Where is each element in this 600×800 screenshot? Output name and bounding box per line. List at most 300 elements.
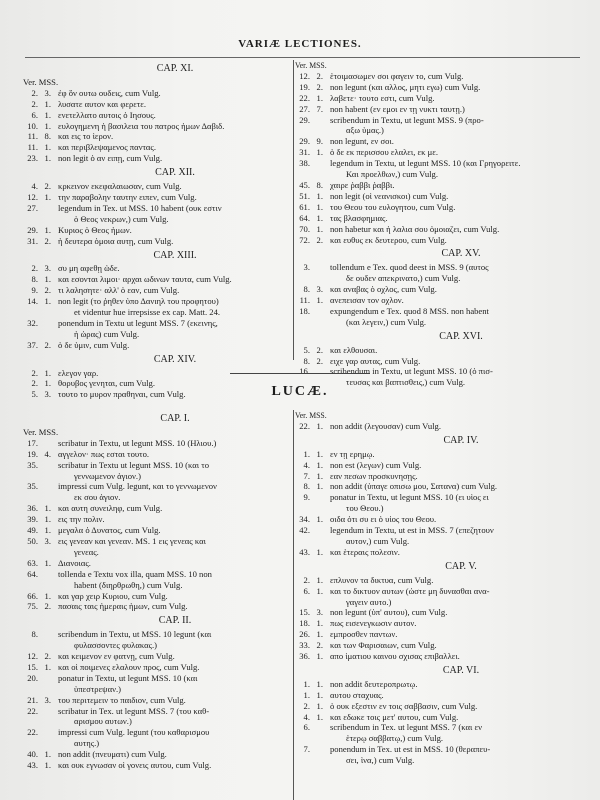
verse-number: 18. <box>299 618 310 629</box>
reading-entry <box>58 307 292 318</box>
reading-entry <box>31 263 292 274</box>
reading-text: scribendum in Tex. ut legunt MSS. 7 (και εν <box>330 722 482 733</box>
reading-text: non addit (πνευματι) cum Vulg. <box>58 749 167 760</box>
reading-text: και αυτη συνειληφ, cum Vulg. <box>58 503 163 514</box>
reading-entry <box>27 202 292 214</box>
verse-number: 40. <box>27 749 38 760</box>
verse-number: 15. <box>27 661 38 672</box>
reading-text: scribendum in Textu, ut MSS. 10 legunt (και <box>58 629 212 640</box>
reading-text: πως εισενεγκωσιν αυτον. <box>330 618 417 629</box>
reading-entry <box>31 87 292 99</box>
verse-number: 18. <box>299 305 310 316</box>
reading-text: και περιβλεψαμενος παντας. <box>58 142 156 153</box>
verse-number: 31. <box>299 147 310 158</box>
mss-count: 1. <box>44 296 51 307</box>
reading-entry <box>27 448 292 460</box>
mss-count: 1. <box>44 378 51 389</box>
verse-number: 36. <box>299 651 310 662</box>
reading-entry <box>58 492 292 503</box>
reading-entry <box>31 285 292 296</box>
reading-entry <box>299 546 592 558</box>
reading-text: ponendum in Textu ut legunt MSS. 7 (εκεινης, <box>58 317 218 328</box>
verse-number: 43. <box>299 546 310 557</box>
verse-number: 27. <box>27 202 38 213</box>
chapter-heading: CAP. XV. <box>441 248 481 260</box>
reading-text: αυτης.) <box>74 738 100 749</box>
reading-text: αυτον,) cum Vulg. <box>346 535 410 546</box>
verse-number: 12. <box>27 651 38 662</box>
mss-count: 3. <box>44 694 51 705</box>
reading-entry <box>27 296 292 307</box>
reading-entry <box>27 503 292 514</box>
lower-left-column <box>23 410 292 771</box>
verse-number: 49. <box>27 525 38 536</box>
reading-entry <box>58 738 292 749</box>
reading-text: non legit (το ῥηθεν ὑπο Δανιηλ του προφητου) <box>58 296 219 307</box>
reading-entry <box>303 481 592 492</box>
verse-number: 22. <box>299 92 310 103</box>
reading-text: non legit ὁ αν ειπῃ, cum Vulg. <box>58 153 163 164</box>
mss-count: 1. <box>316 700 323 711</box>
reading-text: εμπροσθεν παντων. <box>330 629 398 640</box>
reading-text: non habent (εν εμοι εν τῃ νυκτι ταυτῃ.) <box>330 103 465 114</box>
verse-number: 29. <box>299 136 310 147</box>
reading-entry <box>31 629 292 640</box>
verse-number: 6. <box>31 109 38 120</box>
reading-entry <box>27 339 292 351</box>
reading-text: εις την πολιν. <box>58 514 105 525</box>
reading-text: του Θεου.) <box>346 503 384 514</box>
reading-entry <box>299 629 592 640</box>
reading-text: scribendum in Textu, ut legunt MSS. 9 (προ- <box>330 114 484 125</box>
reading-entry <box>31 274 292 285</box>
mss-count: 1. <box>316 459 323 470</box>
verse-number: 12. <box>299 70 310 81</box>
reading-entry <box>330 733 592 744</box>
reading-entry <box>303 722 592 733</box>
verse-number: 1. <box>303 448 310 459</box>
chapter-heading: CAP. XIII. <box>153 249 197 261</box>
reading-text: αξω ὑμας.) <box>346 125 384 136</box>
reading-entry <box>27 525 292 536</box>
reading-text: legendum in Textu, ut legunt MSS. 10 (και Γρηγορειτε. <box>330 158 521 169</box>
reading-entry <box>299 201 592 213</box>
reading-entry <box>299 158 592 169</box>
verse-number: 36. <box>27 503 38 514</box>
reading-text: χαιρε ῥαββι ῥαββι. <box>330 179 395 190</box>
reading-text: non addit (ὑπαγε οπισω μου, Σατανα) cum Vulg. <box>330 481 498 492</box>
reading-text: και γαρ χειρ Κυριου, cum Vulg. <box>58 590 168 601</box>
verse-number: 50. <box>27 535 38 546</box>
mss-count: 2. <box>316 640 323 651</box>
chapter-heading: CAP. V. <box>445 560 477 572</box>
verse-number: 64. <box>299 212 310 223</box>
chapter-heading: CAP. I. <box>160 413 190 424</box>
mss-count: 1. <box>316 223 323 234</box>
reading-entry <box>299 81 592 93</box>
reading-entry <box>27 514 292 525</box>
reading-text: και ελθουσαι. <box>330 344 378 355</box>
verse-number: 15. <box>299 607 310 618</box>
verse-number: 7. <box>303 744 310 755</box>
mss-count: 1. <box>316 678 323 689</box>
verse-number: 4. <box>31 181 38 192</box>
reading-text: non legunt, εν σοι. <box>330 136 394 147</box>
reading-text: ὁ δε ὑμιν, cum Vulg. <box>58 339 130 350</box>
reading-text: τι λαλησητε· αλλ' ὁ εαν, cum Vulg. <box>58 285 180 296</box>
mss-count: 8. <box>44 131 51 142</box>
reading-entry <box>27 120 292 132</box>
reading-entry <box>27 131 292 142</box>
reading-text: τας βλασφημιας. <box>330 212 388 223</box>
verse-number: 43. <box>27 760 38 771</box>
verse-number: 51. <box>299 190 310 201</box>
reading-entry <box>27 191 292 203</box>
mss-count: 1. <box>316 651 323 662</box>
reading-entry <box>303 262 592 273</box>
column-heading: Ver. MSS. <box>295 60 327 70</box>
reading-text: scribatur in Textu ut legunt MSS. 10 (και το <box>58 459 210 470</box>
mss-count: 2. <box>316 234 323 245</box>
mss-count: 2. <box>44 651 51 662</box>
reading-entry <box>303 678 592 690</box>
verse-number: 8. <box>31 629 38 640</box>
verse-number: 7. <box>303 470 310 481</box>
reading-text: του Θεου του ευλογητου, cum Vulg. <box>330 201 456 212</box>
mss-count: 1. <box>44 120 51 131</box>
reading-entry <box>27 601 292 612</box>
reading-text: εκ σου ἁγιον. <box>74 492 121 503</box>
reading-text: γενεας. <box>74 546 99 557</box>
header-rule <box>25 57 580 58</box>
reading-text: ἐφ ὃν ουτω ουδεις, cum Vulg. <box>58 87 161 98</box>
reading-text: πασαις ταις ἡμεραις ἡμων, cum Vulg. <box>58 601 188 612</box>
verse-number: 6. <box>303 585 310 596</box>
reading-text: non addit δευτεροπρωτῳ. <box>330 678 418 689</box>
chapter-heading: CAP. VI. <box>442 664 480 676</box>
reading-entry <box>27 661 292 673</box>
reading-entry <box>330 125 592 136</box>
reading-text: legendum in Textu, ut est in MSS. 7 (επεζητουν <box>330 525 494 536</box>
reading-text: λυσατε αυτον και φερετε. <box>58 98 147 109</box>
reading-text: αυτου σταχυας. <box>330 689 384 700</box>
upper-left-column <box>23 60 292 400</box>
chapter-heading: CAP. XI. <box>156 63 194 74</box>
reading-text: ειχε γαρ αυτας, cum Vulg. <box>330 355 421 366</box>
mss-count: 3. <box>44 263 51 274</box>
chapter-heading: CAP. XII. <box>155 167 195 179</box>
mss-count: 1. <box>44 760 51 771</box>
verse-number: 20. <box>27 672 38 683</box>
reading-entry <box>31 98 292 110</box>
reading-entry <box>27 727 292 738</box>
verse-number: 16. <box>299 366 310 377</box>
reading-entry <box>58 214 292 225</box>
verse-number: 38. <box>299 158 310 169</box>
reading-entry <box>27 590 292 602</box>
reading-text: (και λεγειν,) cum Vulg. <box>346 316 427 327</box>
verse-number: 29. <box>299 114 310 125</box>
reading-entry <box>27 557 292 569</box>
reading-text: non est (λεγων) cum Vulg. <box>330 459 422 470</box>
reading-entry <box>58 471 292 482</box>
mss-count: 1. <box>316 470 323 481</box>
verse-number: 64. <box>27 568 38 579</box>
mss-count: 3. <box>44 535 51 546</box>
mss-count: 1. <box>316 689 323 700</box>
upper-right-column <box>295 60 592 388</box>
mss-count: 2. <box>44 285 51 296</box>
reading-text: tollenda e Textu vox illa, quam MSS. 10 non <box>58 568 212 579</box>
reading-text: επλυνον τα δικτυα, cum Vulg. <box>330 574 434 585</box>
verse-number: 3. <box>303 262 310 273</box>
reading-text: ponatur in Textu, ut legunt MSS. 10 (και <box>58 672 198 683</box>
mss-count: 1. <box>44 98 51 109</box>
mss-count: 1. <box>44 224 51 235</box>
reading-entry <box>27 651 292 662</box>
reading-entry <box>330 503 592 514</box>
reading-text: Διανοιας. <box>58 557 91 568</box>
reading-text: scribendum in Textu, ut legunt MSS. 10 (ὁ πισ- <box>330 366 493 377</box>
verse-number: 32. <box>27 317 38 328</box>
verse-number: 5. <box>31 389 38 400</box>
reading-text: ελεγον γαρ. <box>58 367 99 378</box>
verse-number: 31. <box>27 235 38 246</box>
verse-number: 27. <box>299 103 310 114</box>
section-title: LUCÆ. <box>271 384 329 399</box>
reading-entry <box>299 223 592 235</box>
mss-count: 1. <box>44 749 51 760</box>
reading-entry <box>299 179 592 191</box>
verse-number: 8. <box>303 355 310 366</box>
mss-count: 1. <box>44 142 51 153</box>
verse-number: 1. <box>303 689 310 700</box>
reading-entry <box>299 525 592 536</box>
mss-count: 1. <box>316 514 323 525</box>
reading-text: φυλασσοντες φυλακας.) <box>74 640 158 651</box>
verse-number: 35. <box>27 481 38 492</box>
reading-entry <box>27 694 292 706</box>
reading-text: εις γενεαν και γενεαν. MS. 1 εις γενεας και <box>58 535 206 546</box>
verse-number: 75. <box>27 601 38 612</box>
reading-entry <box>303 344 592 356</box>
reading-text: οιδα ὁτι συ ει ὁ υἱος του Θεου. <box>330 514 437 525</box>
verse-number: 63. <box>27 557 38 568</box>
verse-number: 11. <box>27 142 38 153</box>
reading-text: γαγειν αυτο.) <box>346 596 392 607</box>
verse-number: 2. <box>31 263 38 274</box>
verse-number: 6. <box>303 722 310 733</box>
reading-text: ponendum in Tex. ut est in MSS. 10 (θεραπευ- <box>330 744 491 755</box>
reading-text: και ευθυς εκ δευτερου, cum Vulg. <box>330 234 447 245</box>
verse-number: 22. <box>299 420 310 431</box>
mss-count: 1. <box>44 109 51 120</box>
reading-entry <box>27 317 292 329</box>
reading-text: τουτο το μυρον πραθηναι, cum Vulg. <box>58 389 186 400</box>
reading-entry <box>303 700 592 712</box>
reading-entry <box>27 535 292 547</box>
reading-text: scribatur in Tex. ut legunt MSS. 7 (του καθ- <box>58 705 210 716</box>
reading-text: μεγαλα ὁ Δυνατος, cum Vulg. <box>58 525 161 536</box>
verse-number: 37. <box>27 339 38 350</box>
reading-entry <box>27 672 292 684</box>
reading-text: και εσονται λιμοι· αρχαι ωδινων ταυτα, cum Vulg. <box>58 274 232 285</box>
reading-text: θορυβος γενηται, cum Vulg. <box>58 378 155 389</box>
verse-number: 4. <box>303 711 310 722</box>
page-header: VARIÆ LECTIONES. <box>238 38 362 50</box>
reading-text: και το δικτυον αυτων (ὡστε μη δυνασθαι ανα- <box>330 585 490 596</box>
verse-number: 42. <box>299 525 310 536</box>
reading-entry <box>58 640 292 651</box>
reading-text: non legunt (και αλλος, μητι εγω) cum Vulg. <box>330 81 481 92</box>
mss-count: 1. <box>44 525 51 536</box>
mss-count: 1. <box>44 557 51 568</box>
reading-text: ἡ δευτερα ὁμοια αυτῃ, cum Vulg. <box>58 235 174 246</box>
reading-text: impressi cum Vulg. legunt, και το γεννωμενον <box>58 481 217 492</box>
reading-entry <box>299 305 592 317</box>
reading-text: δε ουδεν απεκρινατο,) cum Vulg. <box>346 273 461 284</box>
reading-entry <box>27 153 292 164</box>
mss-count: 1. <box>316 574 323 585</box>
verse-number: 2. <box>31 367 38 378</box>
reading-text: ἑτοιμασωμεν σοι φαγειν το, cum Vulg. <box>330 70 464 81</box>
reading-entry <box>299 70 592 82</box>
reading-entry <box>299 212 592 224</box>
mss-count: 1. <box>44 153 51 164</box>
reading-entry <box>27 568 292 580</box>
verse-number: 11. <box>27 131 38 142</box>
column-divider-upper <box>293 60 294 360</box>
verse-number: 5. <box>303 344 310 355</box>
reading-text: σει, ἱνα,) cum Vulg. <box>346 755 415 766</box>
chapter-heading: CAP. IV. <box>443 434 479 446</box>
verse-number: 9. <box>303 492 310 503</box>
verse-number: 22. <box>27 705 38 716</box>
reading-text: κρκεινον εκεφαλαιωσαν, cum Vulg. <box>58 181 182 192</box>
reading-text: και οἱ ποιμενες ελαλουν προς, cum Vulg. <box>58 661 200 672</box>
reading-entry <box>303 711 592 723</box>
reading-text: ἑτερῳ σαββατῳ,) cum Vulg. <box>346 733 444 744</box>
reading-text: την παραβολην ταυτην ειπεν, cum Vulg. <box>58 191 197 202</box>
reading-entry <box>299 190 592 202</box>
reading-entry <box>303 470 592 482</box>
verse-number: 34. <box>299 514 310 525</box>
reading-text: non legunt (ὑπ' αυτου), cum Vulg. <box>330 607 448 618</box>
mss-count: 2. <box>44 181 51 192</box>
reading-text: ὁ Θεος νεκρων,) cum Vulg. <box>74 213 169 224</box>
column-heading: Ver. MSS. <box>23 426 59 437</box>
reading-entry <box>58 716 292 727</box>
verse-number: 45. <box>299 179 310 190</box>
verse-number: 4. <box>303 459 310 470</box>
mss-count: 9. <box>316 136 323 147</box>
verse-number: 66. <box>27 590 38 601</box>
section-rule <box>230 373 370 374</box>
mss-count: 2. <box>316 81 323 92</box>
mss-count: 1. <box>44 661 51 672</box>
reading-text: εν τῃ ερημῳ. <box>330 448 375 459</box>
column-heading: Ver. MSS. <box>295 410 327 420</box>
reading-text: και αναβας ὁ οχλος, cum Vulg. <box>330 284 437 295</box>
verse-number: 21. <box>27 694 38 705</box>
lower-right-column <box>295 410 592 766</box>
verse-number: 8. <box>303 481 310 492</box>
reading-entry <box>58 329 292 340</box>
reading-text: αρισμου αυτων.) <box>74 716 132 727</box>
verse-number: 72. <box>299 234 310 245</box>
mss-count: 1. <box>316 212 323 223</box>
reading-entry <box>58 547 292 558</box>
mss-count: 4. <box>44 448 51 459</box>
reading-entry <box>330 597 592 608</box>
reading-text: ἡ ὡρας) cum Vulg. <box>74 328 140 339</box>
reading-entry <box>303 492 592 503</box>
reading-entry <box>330 317 592 328</box>
mss-count: 1. <box>316 481 323 492</box>
reading-text: scribatur in Textu, ut legunt MSS. 10 (Ηλιου.) <box>58 437 217 448</box>
verse-number: 23. <box>27 153 38 164</box>
reading-entry <box>303 284 592 295</box>
mss-count: 1. <box>316 629 323 640</box>
reading-entry <box>299 136 592 147</box>
reading-text: και ἑτεραις πολεσιν. <box>330 546 400 557</box>
verse-number: 2. <box>303 574 310 585</box>
verse-number: 26. <box>299 629 310 640</box>
mss-count: 2. <box>316 355 323 366</box>
mss-count: 1. <box>316 92 323 103</box>
verse-number: 29. <box>27 224 38 235</box>
reading-text: του περιτεμειν το παιδιον, cum Vulg. <box>58 694 186 705</box>
mss-count: 1. <box>316 420 323 431</box>
reading-entry <box>303 744 592 755</box>
verse-number: 2. <box>31 87 38 98</box>
column-divider-lower <box>293 410 294 800</box>
verse-number: 1. <box>303 678 310 689</box>
mss-count: 1. <box>44 367 51 378</box>
reading-entry <box>299 618 592 629</box>
reading-text: και κειμενον εν φατνῃ, cum Vulg. <box>58 651 175 662</box>
verse-number: 35. <box>27 459 38 470</box>
mss-count: 1. <box>44 274 51 285</box>
mss-count: 2. <box>316 70 323 81</box>
reading-entry <box>303 355 592 367</box>
verse-number: 33. <box>299 640 310 651</box>
reading-entry <box>27 437 292 449</box>
reading-text: ὁ δε εκ περισσου ελαλει, εκ με. <box>330 147 438 158</box>
chapter-heading: CAP. XIV. <box>153 353 197 365</box>
mss-count: 1. <box>44 503 51 514</box>
reading-text: ενετελλατο αυτοις ὁ Ιησους. <box>58 109 156 120</box>
reading-text: ὁ ουκ εξεστιν εν τοις σαββασιν, cum Vulg. <box>330 700 478 711</box>
reading-entry <box>31 181 292 192</box>
reading-text: τευσας και βαπτισθεις,) cum Vulg. <box>346 377 466 388</box>
reading-entry <box>299 92 592 104</box>
verse-number: 61. <box>299 201 310 212</box>
reading-entry <box>31 109 292 121</box>
reading-text: απο ἱματιου καινου σχισας επιβαλλει. <box>330 651 460 662</box>
reading-entry <box>299 234 592 246</box>
reading-text: λαβετε· τουτο εστι, cum Vulg. <box>330 92 435 103</box>
reading-entry <box>27 235 292 247</box>
verse-number: 14. <box>27 296 38 307</box>
reading-entry <box>27 224 292 236</box>
reading-entry <box>299 366 592 377</box>
reading-entry <box>58 580 292 591</box>
reading-text: και των Φαρισαιων, cum Vulg. <box>330 640 437 651</box>
mss-count: 2. <box>44 235 51 246</box>
verse-number: 8. <box>31 274 38 285</box>
column-heading: Ver. MSS. <box>23 76 59 87</box>
